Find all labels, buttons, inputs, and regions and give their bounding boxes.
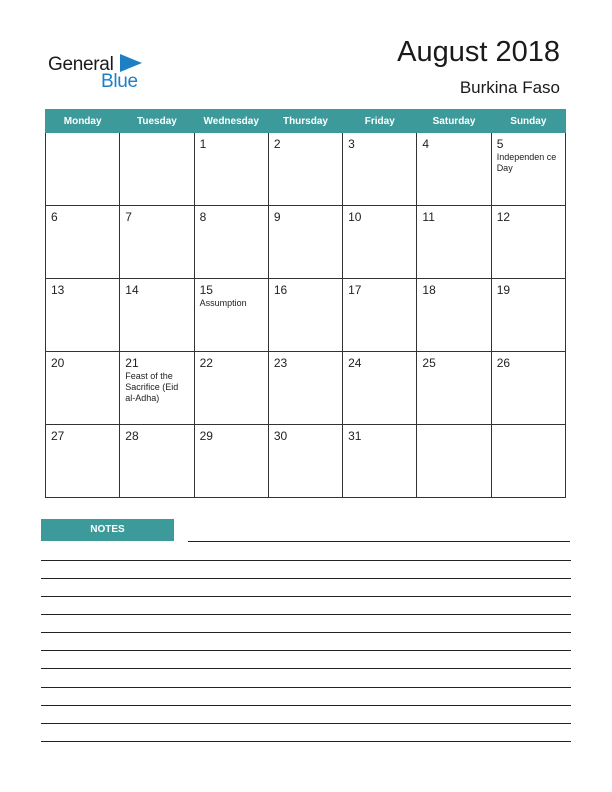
week-row (46, 206, 566, 279)
note-line (41, 741, 571, 742)
notes-header: NOTES (41, 519, 174, 541)
note-line (41, 614, 571, 615)
day-cell (491, 133, 565, 206)
day-number: 24 (348, 356, 362, 370)
day-number: 17 (348, 283, 362, 297)
weekday-header-row (46, 110, 566, 133)
day-cell (417, 425, 491, 498)
day-number: 9 (273, 210, 281, 224)
note-line (41, 596, 571, 597)
holiday-label: Feast of the Sacrifice (Eid al-Adha) (125, 371, 179, 403)
calendar-grid (45, 109, 566, 498)
day-cell (417, 279, 491, 352)
weekday-tuesday: Tuesday (120, 110, 194, 133)
day-cell (46, 206, 120, 279)
day-cell (417, 133, 491, 206)
weekday-sunday: Sunday (491, 110, 565, 133)
day-number: 22 (199, 356, 213, 370)
day-cell (120, 425, 194, 498)
day-number: 27 (51, 429, 65, 443)
day-cell (343, 206, 417, 279)
note-line (41, 578, 571, 579)
day-number: 10 (348, 210, 362, 224)
week-row (46, 352, 566, 425)
day-cell (343, 425, 417, 498)
logo (48, 52, 158, 92)
note-line (41, 668, 571, 669)
note-line (41, 723, 571, 724)
logo-flag-icon (120, 54, 142, 72)
weekday-saturday: Saturday (417, 110, 491, 133)
logo-word-blue: Blue (101, 71, 138, 92)
day-cell (417, 206, 491, 279)
page-title: August 2018 (397, 36, 560, 68)
day-cell (491, 206, 565, 279)
day-number: 16 (273, 283, 288, 297)
day-cell (343, 352, 417, 425)
day-number: 23 (273, 356, 288, 370)
day-number: 11 (422, 210, 435, 224)
day-number: 30 (273, 429, 288, 443)
holiday-label: Assumption (199, 298, 247, 308)
day-cell (46, 133, 120, 206)
logo-word-general: General (48, 54, 114, 75)
day-number: 12 (496, 210, 511, 224)
weekday-friday: Friday (343, 110, 417, 133)
day-cell (46, 352, 120, 425)
day-cell (343, 279, 417, 352)
day-cell (46, 425, 120, 498)
note-line (188, 541, 570, 542)
day-number: 18 (422, 283, 436, 297)
note-line (41, 705, 571, 706)
day-number: 8 (199, 210, 207, 224)
day-number: 19 (496, 283, 511, 297)
day-cell (343, 133, 417, 206)
day-cell (194, 206, 268, 279)
weekday-thursday: Thursday (268, 110, 342, 133)
day-number: 15 (199, 283, 213, 297)
day-number: 5 (496, 137, 504, 151)
day-cell (120, 352, 194, 425)
note-line (41, 687, 571, 688)
day-number: 25 (422, 356, 436, 370)
day-cell (491, 425, 565, 498)
day-cell (120, 279, 194, 352)
day-number: 7 (125, 210, 132, 224)
week-row (46, 133, 566, 206)
day-number: 21 (125, 356, 139, 370)
note-line (41, 560, 571, 561)
day-number: 14 (125, 283, 139, 297)
day-number: 20 (51, 356, 65, 370)
day-cell (268, 206, 342, 279)
day-cell (491, 352, 565, 425)
day-cell (268, 279, 342, 352)
day-cell (194, 425, 268, 498)
day-cell (268, 133, 342, 206)
note-line (41, 650, 571, 651)
week-row (46, 279, 566, 352)
day-number: 31 (348, 429, 362, 443)
day-cell (46, 279, 120, 352)
day-cell (268, 425, 342, 498)
day-cell (120, 206, 194, 279)
day-number: 1 (199, 137, 207, 151)
day-cell (194, 352, 268, 425)
day-number: 29 (199, 429, 213, 443)
day-number: 6 (51, 210, 58, 224)
holiday-label: Independen ce Day (496, 152, 557, 173)
note-line (41, 632, 571, 633)
day-cell (417, 352, 491, 425)
day-number: 3 (348, 137, 355, 151)
day-number: 26 (496, 356, 511, 370)
week-row (46, 425, 566, 498)
day-number: 4 (422, 137, 430, 151)
day-cell (194, 133, 268, 206)
day-number: 2 (273, 137, 281, 151)
day-number: 13 (51, 283, 65, 297)
day-cell (491, 279, 565, 352)
day-cell (268, 352, 342, 425)
weekday-monday: Monday (46, 110, 120, 133)
page-subtitle: Burkina Faso (459, 78, 560, 97)
day-number: 28 (125, 429, 139, 443)
day-cell (194, 279, 268, 352)
day-cell (120, 133, 194, 206)
weekday-wednesday: Wednesday (194, 110, 268, 133)
